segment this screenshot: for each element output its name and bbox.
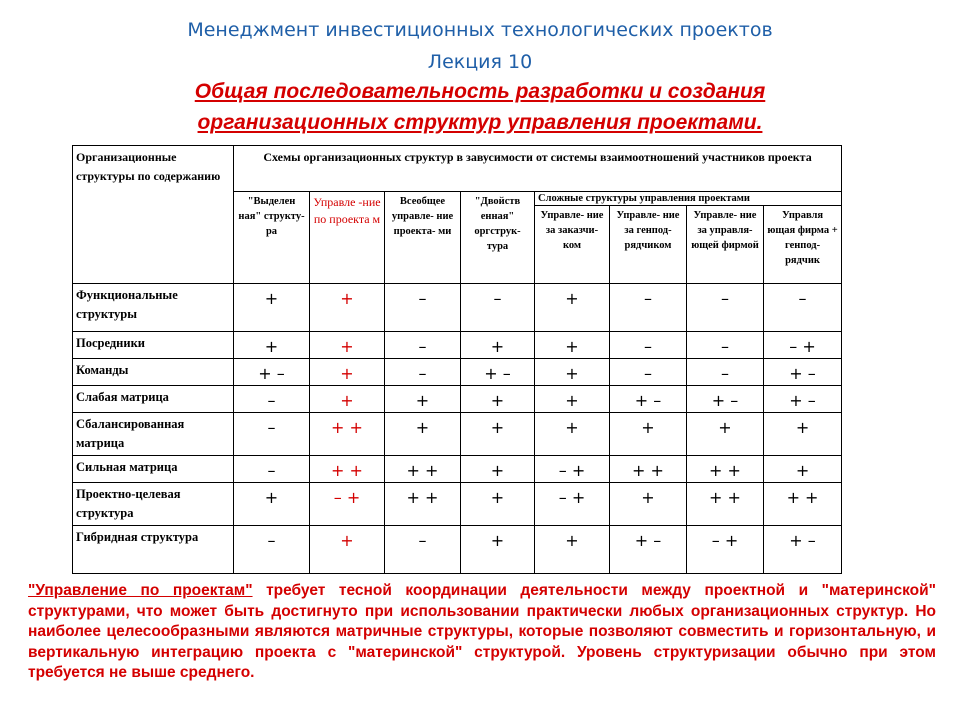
row-label: Сбалансированная матрица bbox=[73, 413, 234, 456]
column-header-2: Управле -ние по проекта м bbox=[310, 192, 385, 284]
table-cell: – bbox=[234, 413, 310, 456]
course-title: Менеджмент инвестиционных технологических проектов bbox=[187, 19, 773, 41]
table-cell: + + bbox=[310, 413, 385, 456]
lecture-number: Лекция 10 bbox=[427, 51, 533, 73]
table-cell: + bbox=[310, 386, 385, 413]
table-cell: – bbox=[234, 386, 310, 413]
table-cell: – + bbox=[764, 332, 842, 359]
table-cell: + + bbox=[687, 456, 764, 483]
table-cell: + bbox=[461, 413, 535, 456]
table-cell: – bbox=[687, 359, 764, 386]
column-header-8: Управля ющая фирма + генпод- рядчик bbox=[764, 206, 842, 284]
column-header-6: Управле- ние за генпод- рядчиком bbox=[610, 206, 687, 284]
table-cell: – bbox=[610, 284, 687, 332]
table-cell: + bbox=[310, 359, 385, 386]
table-cell: + – bbox=[764, 386, 842, 413]
table-cell: – bbox=[234, 456, 310, 483]
table-cell: + bbox=[234, 332, 310, 359]
note-lead: "Управление по проектам" bbox=[28, 582, 253, 599]
structures-table bbox=[72, 145, 842, 574]
table-cell: – bbox=[385, 526, 461, 574]
column-header-7: Управле- ние за управля- ющей фирмой bbox=[687, 206, 764, 284]
table-row bbox=[73, 386, 842, 413]
table-cell: + + bbox=[687, 483, 764, 526]
table-row bbox=[73, 456, 842, 483]
row-label: Гибридная структура bbox=[73, 526, 234, 574]
table-row bbox=[73, 284, 842, 332]
column-header-4: "Двойств енная" оргструк- тура bbox=[461, 192, 535, 284]
table-cell: + bbox=[610, 413, 687, 456]
table-row bbox=[73, 526, 842, 574]
table-cell: + bbox=[310, 284, 385, 332]
table-cell: + bbox=[234, 284, 310, 332]
table-cell: + + bbox=[610, 456, 687, 483]
table-cell: – bbox=[234, 526, 310, 574]
table-cell: + – bbox=[764, 526, 842, 574]
table-cell: – + bbox=[535, 483, 610, 526]
table-cell: + bbox=[535, 386, 610, 413]
note-text: требует тесной координации деятельности между проектной и "материнской" структурами, что может быть достигнуто при использовании практически любых организационных структур. Но наиболее целесообразными являются матричные структуры, которые позволяют совместить и горизонтальную, и вертикальную интеграцию проекта с "материнской" структурой. Уровень структуризации обычно при этом требуется не выше среднего. bbox=[28, 582, 936, 682]
lecture-header bbox=[0, 14, 960, 78]
table-cell: – + bbox=[310, 483, 385, 526]
table-cell: + – bbox=[610, 386, 687, 413]
row-label: Проектно-целевая структура bbox=[73, 483, 234, 526]
table-cell: + – bbox=[234, 359, 310, 386]
row-label: Слабая матрица bbox=[73, 386, 234, 413]
table-cell: – bbox=[764, 284, 842, 332]
table-cell: + + bbox=[385, 456, 461, 483]
row-label: Посредники bbox=[73, 332, 234, 359]
table-cell: – bbox=[461, 284, 535, 332]
column-header-1: "Выделен ная" структу- ра bbox=[234, 192, 310, 284]
table-cell: + + bbox=[310, 456, 385, 483]
table-cell: – bbox=[687, 284, 764, 332]
table-cell: + – bbox=[764, 359, 842, 386]
table-cell: + bbox=[535, 359, 610, 386]
table-cell: + bbox=[764, 456, 842, 483]
table-cell: – + bbox=[535, 456, 610, 483]
table-cell: – bbox=[610, 359, 687, 386]
slide-title-line-1: Общая последовательность разработки и создания bbox=[194, 80, 766, 103]
column-header-3: Всеобщее управле- ние проекта- ми bbox=[385, 192, 461, 284]
table-cell: + bbox=[461, 483, 535, 526]
table-cell: – bbox=[385, 332, 461, 359]
table-cell: + bbox=[461, 526, 535, 574]
table-cell: – + bbox=[687, 526, 764, 574]
table-cell: + bbox=[535, 526, 610, 574]
table-cell: + – bbox=[610, 526, 687, 574]
row-label: Функциональные структуры bbox=[73, 284, 234, 332]
table-cell: + – bbox=[687, 386, 764, 413]
table-cell: + bbox=[461, 386, 535, 413]
row-label: Команды bbox=[73, 359, 234, 386]
corner-header: Организационные структуры по содержанию bbox=[73, 146, 234, 284]
table-row bbox=[73, 413, 842, 456]
table-cell: + bbox=[234, 483, 310, 526]
table-row bbox=[73, 483, 842, 526]
table-cell: – bbox=[687, 332, 764, 359]
table-cell: + bbox=[310, 332, 385, 359]
row-label: Сильная матрица bbox=[73, 456, 234, 483]
column-header-5: Управле- ние за заказчи- ком bbox=[535, 206, 610, 284]
table-cell: – bbox=[610, 332, 687, 359]
slide-title bbox=[0, 76, 960, 138]
table-cell: + bbox=[461, 456, 535, 483]
table-cell: + bbox=[310, 526, 385, 574]
table-cell: + – bbox=[461, 359, 535, 386]
table-cell: + bbox=[687, 413, 764, 456]
table-row bbox=[73, 359, 842, 386]
table-cell: + bbox=[461, 332, 535, 359]
slide-title-line-2: организационных структур управления проектами. bbox=[197, 111, 763, 134]
explanatory-note bbox=[28, 581, 936, 684]
complex-structures-header: Сложные структуры управления проектами bbox=[535, 192, 842, 206]
table-cell: + bbox=[385, 413, 461, 456]
table-row bbox=[73, 332, 842, 359]
table-cell: + bbox=[385, 386, 461, 413]
table-cell: + bbox=[535, 332, 610, 359]
table-cell: + + bbox=[764, 483, 842, 526]
table-cell: – bbox=[385, 359, 461, 386]
table-cell: – bbox=[385, 284, 461, 332]
table-cell: + + bbox=[385, 483, 461, 526]
schemes-header: Схемы организационных структур в завусимости от системы взаимоотношений участников проекта bbox=[234, 146, 842, 192]
table-cell: + bbox=[535, 413, 610, 456]
table-cell: + bbox=[610, 483, 687, 526]
table-cell: + bbox=[535, 284, 610, 332]
table-cell: + bbox=[764, 413, 842, 456]
